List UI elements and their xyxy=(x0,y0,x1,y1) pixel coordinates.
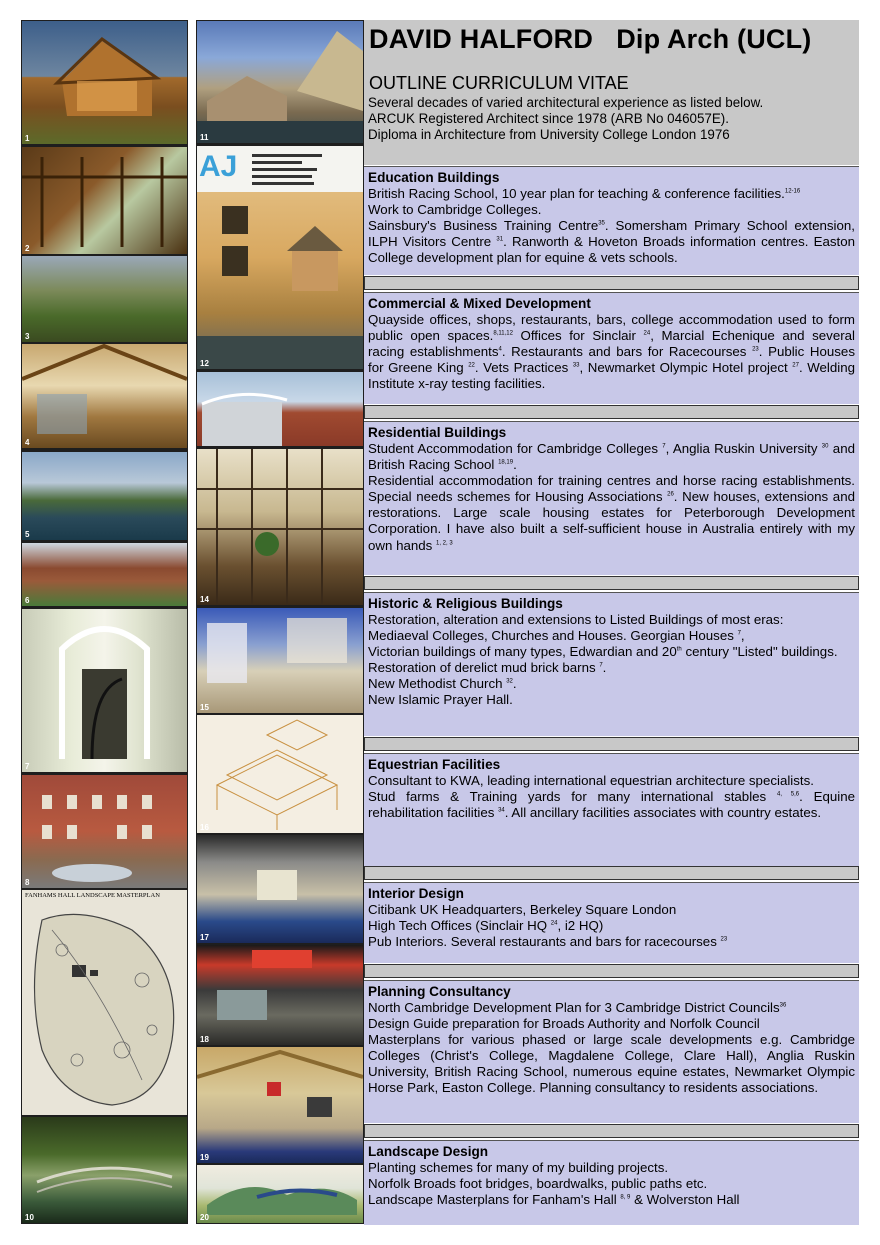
photo-15-restaurant-interior xyxy=(197,608,363,713)
section-title: Planning Consultancy xyxy=(368,984,511,999)
photo-10-footbridge xyxy=(22,1117,187,1223)
photo-number: 19 xyxy=(200,1153,209,1162)
photo-11-quayside xyxy=(197,21,363,143)
cv-header xyxy=(364,20,859,165)
section-divider xyxy=(364,405,859,419)
photo-13-brick-building xyxy=(197,372,363,446)
section-education xyxy=(364,166,859,275)
masterplan-caption: FANHAMS HALL LANDSCAPE MASTERPLAN xyxy=(25,892,160,899)
section-title: Commercial & Mixed Development xyxy=(368,296,591,311)
photo-5-house-pond xyxy=(22,452,187,540)
section-body: Quayside offices, shops, restaurants, bars, college accommodation used to form public open spaces.$^{8,11,12}$ Offices for Sinclair $^{24}$, Marcial Echenique and several racing establishments$^4$. Restaurants and bars for Racecourses $^{23}$. Public Houses for Greene King $^{22}$. Vets Practices $^{33}$, Newmarket Olympic Hotel project $^{27}$. Welding Institute x-ray testing facilities. xyxy=(368,312,855,392)
photo-number: 8 xyxy=(25,878,30,887)
photo-number: 3 xyxy=(25,332,30,341)
section-divider xyxy=(364,576,859,590)
photo-number: 4 xyxy=(25,438,30,447)
photo-number: 11 xyxy=(200,133,209,142)
section-body: Planting schemes for many of my building projects. Norfolk Broads foot bridges, boardwalks, public paths etc. Landscape Masterplans for Fanham's Hall $^{8, 9}$ & Wolverston Hall xyxy=(368,1160,740,1208)
page-title: DAVID HALFORD Dip Arch (UCL) xyxy=(369,24,812,54)
section-equestrian xyxy=(364,753,859,867)
section-body: Student Accommodation for Cambridge Colleges $^7$, Anglia Ruskin University $^{30}$ and British Racing School $^{18,19}$. Residential accommodation for training centres and horse racing establishments. Special needs schemes for Housing Associations $^{26}$. New houses, extensions and restorations. Large scale housing estates for Peterborough Development Corporation. I have also built a self-sufficient house in Australia entirely with my own hands $^{1, 2, 3}$ xyxy=(368,441,855,553)
photo-16-axonometric-sketch xyxy=(197,715,363,833)
section-title: Historic & Religious Buildings xyxy=(368,596,563,611)
section-title: Equestrian Facilities xyxy=(368,757,501,772)
photo-number: 16 xyxy=(200,823,209,832)
photo-17-conference-room xyxy=(197,835,363,943)
section-body: North Cambridge Development Plan for 3 Cambridge District Councils$^{36}$ Design Guide preparation for Broads Authority and Norfolk Council Masterplans for various phased or large scale developments e.g. Cambridge Colleges (Christ's College, Magdalene College, Clare Hall), Anglia Ruskin University, British Racing School, numerous equine estates, Newmarket Olympic Horse Park, Easton College. Planning consultancy to residents associations. xyxy=(368,1000,855,1096)
section-title: Residential Buildings xyxy=(368,425,507,440)
section-title: Interior Design xyxy=(368,886,464,901)
section-planning xyxy=(364,980,859,1123)
section-landscape xyxy=(364,1140,859,1225)
section-body: Consultant to KWA, leading international equestrian architecture specialists. Stud farms & Training yards for many international stables $^{4, 5,6}$. Equine rehabilitation facilities $^{34}$. All ancillary facilities associates with country estates. xyxy=(368,773,855,821)
photo-14-atrium-interior xyxy=(197,449,363,605)
section-historic xyxy=(364,592,859,736)
section-divider xyxy=(364,737,859,751)
photo-number: 5 xyxy=(25,530,30,539)
photo-12-aj-magazine xyxy=(197,146,363,369)
section-divider xyxy=(364,866,859,880)
photo-6-stable-yard xyxy=(22,543,187,606)
section-divider xyxy=(364,276,859,290)
section-body: British Racing School, 10 year plan for teaching & conference facilities.$^{12-16}$ Work to Cambridge Colleges. Sainsbury's Business Training Centre$^{35}$. Somersham Primary School extension, ILPH Visitors Centre $^{31}$. Ranworth & Hoveton Broads information centres. Easton College development plan for equine & vets schools. xyxy=(368,186,855,266)
photo-20-landscape-render xyxy=(197,1165,363,1223)
aj-logo: AJ xyxy=(199,150,238,183)
photo-9-landscape-masterplan xyxy=(22,890,187,1115)
photo-number: 7 xyxy=(25,762,30,771)
photo-number: 18 xyxy=(200,1035,209,1044)
photo-number: 1 xyxy=(25,134,30,143)
photo-column-left xyxy=(21,20,188,1224)
section-title: Landscape Design xyxy=(368,1144,489,1159)
photo-number: 14 xyxy=(200,595,209,604)
photo-18-office-interior xyxy=(197,945,363,1045)
section-commercial xyxy=(364,292,859,404)
photo-number: 12 xyxy=(200,359,209,368)
section-title: Education Buildings xyxy=(368,170,500,185)
photo-number: 17 xyxy=(200,933,209,942)
section-interior xyxy=(364,882,859,963)
header-line: Several decades of varied architectural experience as listed below. xyxy=(368,95,764,110)
photo-2-veranda-interior xyxy=(22,147,187,254)
photo-3-landscape xyxy=(22,256,187,342)
photo-number: 10 xyxy=(25,1213,34,1222)
section-divider xyxy=(364,1124,859,1138)
photo-number: 6 xyxy=(25,596,30,605)
photo-8-courtyard-fountain xyxy=(22,775,187,888)
section-residential xyxy=(364,421,859,575)
photo-number: 15 xyxy=(200,703,209,712)
photo-4-timber-interior xyxy=(22,344,187,448)
header-line: ARCUK Registered Architect since 1978 (ARB No 046057E). xyxy=(368,111,729,126)
section-body: Restoration, alteration and extensions to Listed Buildings of most eras: Mediaeval Colleges, Churches and Houses. Georgian Houses $^7$, Victorian buildings of many types, Edwardian and 20th century "Listed" buildings. Restoration of derelict mud brick barns $^7$. New Methodist Church $^{32}$. New Islamic Prayer Hall. xyxy=(368,612,838,708)
photo-number: 20 xyxy=(200,1213,209,1222)
photo-7-georgian-hall xyxy=(22,609,187,772)
photo-column-center xyxy=(196,20,364,1224)
photo-number: 2 xyxy=(25,244,30,253)
section-divider xyxy=(364,964,859,978)
cv-text-column xyxy=(364,20,859,1224)
cv-subtitle: OUTLINE CURRICULUM VITAE xyxy=(369,73,629,93)
photo-1-house-sunset xyxy=(22,21,187,144)
header-line: Diploma in Architecture from University College London 1976 xyxy=(368,127,730,142)
photo-19-hall-interior xyxy=(197,1047,363,1163)
section-body: Citibank UK Headquarters, Berkeley Square London High Tech Offices (Sinclair HQ $^{24}$, i2 HQ) Pub Interiors. Several restaurants and bars for racecourses $^{23}$ xyxy=(368,902,728,950)
